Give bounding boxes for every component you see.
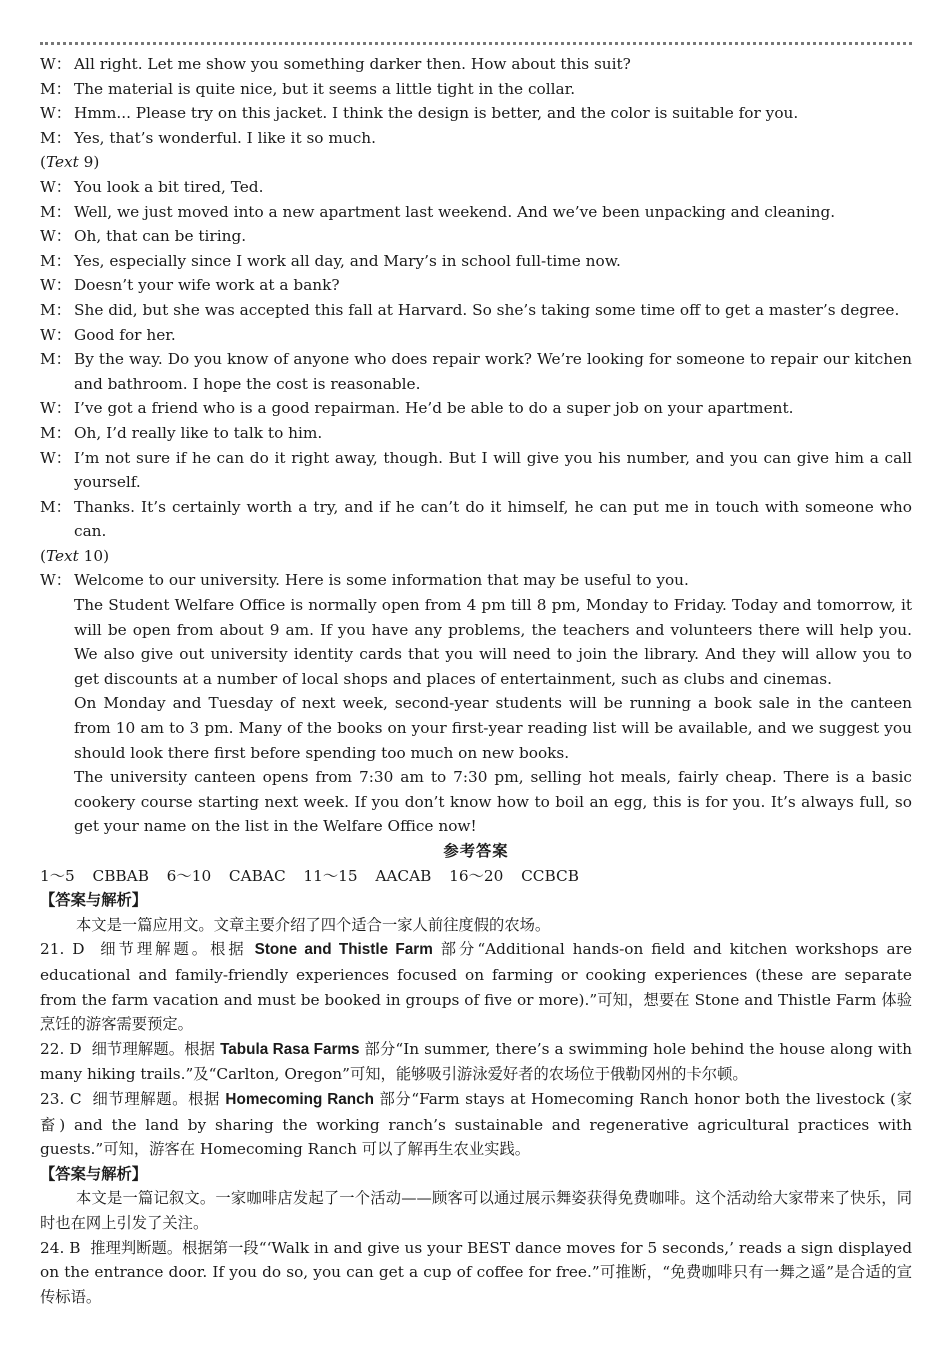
dialogue-text: Yes, that’s wonderful. I like it so much. (74, 128, 377, 147)
dialogue-text: Hmm... Please try on this jacket. I think the design is better, and the color is suitable for you. (74, 104, 799, 123)
item-number: 23. C (40, 1089, 82, 1108)
analysis-item: 24. B 推理判断题。根据第一段“‘Walk in and give us your BEST dance moves for 5 seconds,’ reads a sign displayed on the entrance door. If you do so, you can get a cup of coffee for free.”可推断，“免费咖啡只有一舞之遥”是合适的宣传标语。 (40, 1238, 917, 1306)
dialogue-line (40, 298, 912, 323)
speaker-label: W： (40, 55, 72, 73)
speaker-label: M： (40, 300, 71, 319)
dialogue-text: Thanks. It’s certainly worth a try, and if he can’t do it himself, he can put me in touch with someone who can. (74, 497, 912, 541)
dialogue-line (40, 396, 912, 421)
dialogue-line (40, 347, 912, 396)
dialogue-text8 (40, 52, 912, 150)
dialogue-text9 (40, 175, 912, 544)
dialogue-text: Oh, I’d really like to talk to him. (74, 423, 323, 442)
dialogue-text: Good for her. (74, 325, 176, 344)
farm-name: Tabula Rasa Farms (220, 1040, 360, 1058)
analysis-item: 21. D 细节理解题。根据 Stone and Thistle Farm 部分“Additional hands-on field and kitchen workshops are educational and family-friendly experiences focused on farming or cooking experiences (these are separate from the farm vacation and must be booked in groups of five or more).”可知，想要在 Stone and Thistle Farm 体验烹饪的游客需要预定。 (40, 940, 912, 1034)
analysis-intro: 本文是一篇记叙文。一家咖啡店发起了一个活动——顾客可以通过展示舞姿获得免费咖啡。这个活动给大家带来了快乐，同时也在网上引发了关注。 (40, 1189, 912, 1232)
dialogue-text: Well, we just moved into a new apartment last weekend. And we’ve been unpacking and cleaning. (74, 202, 836, 221)
dialogue-line (40, 224, 912, 249)
dialogue-line (40, 126, 912, 151)
speaker-label: M： (40, 350, 71, 369)
dialogue-line (40, 77, 912, 102)
dialogue-line (40, 273, 912, 298)
monologue-paragraph: On Monday and Tuesday of next week, second-year students will be running a book sale in the canteen from 10 am to 3 pm. Many of the books on your first-year reading list will be available, and we suggest you should look there first before spending too much on new books. (74, 694, 912, 762)
speaker-label: M： (40, 251, 71, 270)
speaker-label: M： (40, 423, 71, 442)
dialogue-text: Yes, especially since I work all day, and Mary’s in school full-time now. (74, 251, 621, 270)
dialogue-text: You look a bit tired, Ted. (74, 177, 264, 196)
answer-key-line: 1～5 CBBAB 6～10 CABAC 11～15 AACAB 16～20 CCBCB (40, 866, 579, 885)
item-number: 21. D (40, 940, 85, 959)
speaker-label: M： (40, 202, 71, 221)
dialogue-text: Doesn’t your wife work at a bank? (74, 276, 340, 295)
dialogue-text: All right. Let me show you something darker then. How about this suit? (74, 55, 631, 73)
speaker-label: W： (40, 227, 72, 246)
analysis-heading: 【答案与解析】 (40, 891, 148, 910)
speaker-label: W： (40, 399, 72, 418)
dialogue-line (40, 175, 912, 200)
answer-key-title: 参考答案 (443, 842, 509, 860)
dialogue-text: She did, but she was accepted this fall at Harvard. So she’s taking some time off to get a master’s degree. (74, 300, 900, 319)
speaker-label: W： (40, 571, 72, 590)
dialogue-text: Oh, that can be tiring. (74, 227, 247, 246)
dialogue-text: I’m not sure if he can do it right away, though. But I will give you his number, and you can give him a call yourself. (74, 448, 912, 492)
item-number: 24. B (40, 1238, 81, 1257)
dialogue-text: By the way. Do you know of anyone who does repair work? We’re looking for someone to repair our kitchen and bathroom. I hope the cost is reasonable. (74, 350, 912, 393)
speaker-label: W： (40, 177, 72, 196)
monologue-paragraph: The Student Welfare Office is normally open from 4 pm till 8 pm, Monday to Friday. Today and tomorrow, it will be open from about 9 am. If you have any problems, the teachers and volunteers there will help you. We also give out university identity cards that you will need to join the library. And they will allow you to get discounts at a number of local shops and places of entertainment, such as clubs and cinemas. (74, 596, 912, 688)
dialogue-text: The material is quite nice, but it seems a little tight in the collar. (74, 79, 576, 98)
dialogue-text: I’ve got a friend who is a good repairman. He’d be able to do a super job on your apartment. (74, 399, 794, 418)
dialogue-line (40, 200, 912, 225)
analysis-item: 23. C 细节理解题。根据 Homecoming Ranch 部分“Farm stays at Homecoming Ranch honor both the livestock (家畜) and the land by sharing the working ranch’s sustainable and regenerative agricultural practices with guests.”可知，游客在 Homecoming Ranch 可以了解再生农业实践。 (40, 1089, 913, 1159)
speaker-label: M： (40, 497, 71, 516)
cropped-top-line (40, 38, 912, 48)
dialogue-line (40, 249, 912, 274)
analysis-intro: 本文是一篇应用文。文章主要介绍了四个适合一家人前往度假的农场。 (76, 915, 551, 934)
dialogue-line (40, 495, 912, 544)
analysis-item: 22. D 细节理解题。根据 Tabula Rasa Farms 部分“In summer, there’s a swimming hole behind the house along with many hiking trails.”及“Carlton, Oregon”可知，能够吸引游泳爱好者的农场位于俄勒冈州的卡尔顿。 (40, 1039, 912, 1084)
farm-name: Stone and Thistle Farm (254, 941, 433, 959)
dialogue-line (40, 52, 912, 77)
dialogue-line (40, 446, 912, 495)
speaker-label: W： (40, 104, 72, 123)
speaker-label: W： (40, 276, 72, 295)
speaker-label: W： (40, 448, 72, 467)
dialogue-line (40, 421, 912, 446)
text9-label: (Text 9) (40, 153, 100, 172)
dialogue-line (40, 323, 912, 348)
dialogue-line (40, 101, 912, 126)
item-number: 22. D (40, 1039, 82, 1058)
monologue-paragraph: The university canteen opens from 7:30 am to 7:30 pm, selling hot meals, fairly cheap. There is a basic cookery course starting next week. If you don’t know how to boil an egg, this is for you. It’s always full, so get your name on the list in the Welfare Office now! (74, 768, 912, 836)
farm-name: Homecoming Ranch (225, 1090, 374, 1108)
text10-label: (Text 10) (40, 546, 110, 565)
speaker-label: W： (40, 325, 72, 344)
analysis-heading: 【答案与解析】 (40, 1164, 148, 1183)
dialogue-line (40, 568, 912, 593)
dialogue-text: Welcome to our university. Here is some information that may be useful to you. (74, 571, 689, 590)
speaker-label: M： (40, 79, 71, 98)
speaker-label: M： (40, 128, 71, 147)
monologue-text10 (40, 568, 912, 839)
